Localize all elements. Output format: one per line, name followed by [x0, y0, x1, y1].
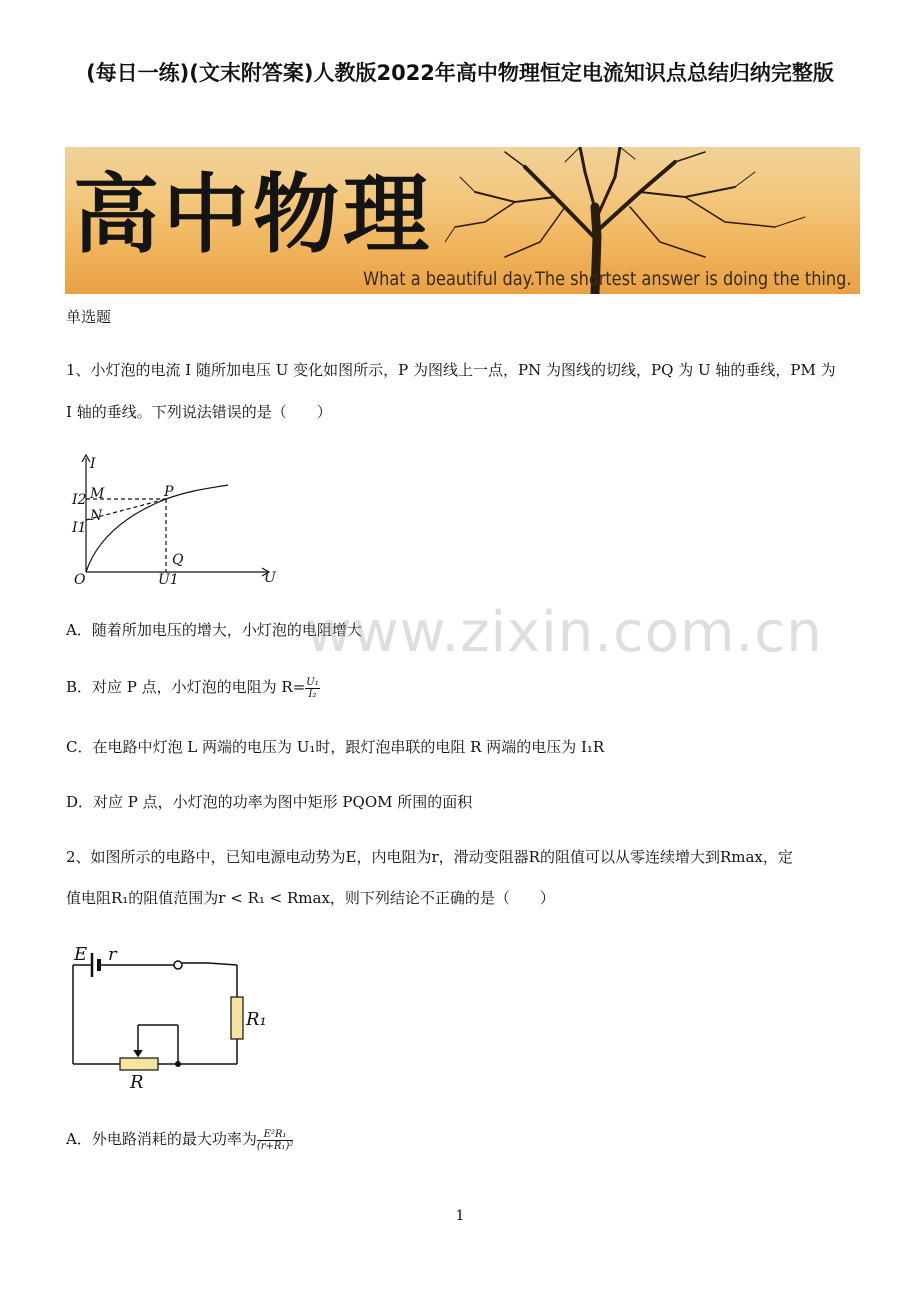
- circuit-diagram: [66, 940, 281, 1095]
- option-b-text: B．对应 P 点，小灯泡的电阻为 R=: [66, 678, 306, 696]
- label-internal-r: r: [108, 944, 117, 965]
- label-u-axis: U: [264, 570, 276, 586]
- document-title: (每日一练)(文末附答案)人教版2022年高中物理恒定电流知识点总结归纳完整版: [86, 61, 834, 85]
- question-1-option-a: A．随着所加电压的增大，小灯泡的电阻增大: [66, 621, 362, 639]
- label-u1: U1: [158, 572, 179, 588]
- label-rheostat: R: [130, 1072, 144, 1093]
- question-2-line-2: 值电阻R₁的阻值范围为r < R₁ < Rmax，则下列结论不正确的是（ ）: [66, 889, 555, 907]
- label-i-axis: I: [90, 456, 96, 472]
- option-a-text: A．外电路消耗的最大功率为: [66, 1130, 257, 1148]
- label-m: M: [90, 486, 105, 502]
- option-a-numerator: E²R₁: [257, 1129, 294, 1141]
- section-label: 单选题: [66, 308, 112, 326]
- banner-heading: 高中物理: [73, 164, 433, 265]
- question-1-option-c: C．在电路中灯泡 L 两端的电压为 U₁时，跟灯泡串联的电阻 R 两端的电压为 I₁R: [66, 738, 605, 756]
- label-q: Q: [172, 552, 184, 568]
- label-emf: E: [74, 944, 88, 965]
- label-i1: I1: [72, 520, 87, 536]
- banner-slogan: What a beautiful day.The shortest answer is doing the thing.: [363, 268, 852, 290]
- label-p: P: [164, 484, 174, 500]
- label-n: N: [90, 508, 103, 524]
- iu-graph: [66, 452, 281, 590]
- label-origin: O: [74, 572, 86, 588]
- label-i2: I2: [72, 492, 87, 508]
- option-b-numerator: U₁: [306, 676, 319, 688]
- option-b-fraction: [305, 677, 319, 700]
- question-1-option-b: [66, 676, 320, 700]
- page-number: 1: [455, 1208, 465, 1224]
- option-b-denominator: I₂: [308, 688, 317, 700]
- option-a-fraction: [257, 1129, 294, 1152]
- question-2-option-a: [66, 1128, 293, 1152]
- question-1-option-d: D．对应 P 点，小灯泡的功率为图中矩形 PQOM 所围的面积: [66, 793, 473, 811]
- label-r1: R₁: [246, 1009, 267, 1030]
- header-banner: [65, 147, 860, 294]
- watermark: www.zixin.com.cn: [306, 600, 823, 665]
- question-2-line-1: 2、如图所示的电路中，已知电源电动势为E，内电阻为r，滑动变阻器R的阻值可以从零连续增大到Rmax，定: [66, 848, 793, 866]
- question-1-line-1: 1、小灯泡的电流 I 随所加电压 U 变化如图所示，P 为图线上一点，PN 为图线的切线，PQ 为 U 轴的垂线，PM 为: [66, 361, 836, 379]
- option-a-denominator: (r+R₁)²: [256, 1140, 294, 1152]
- question-1-line-2: I 轴的垂线。下列说法错误的是（ ）: [66, 403, 332, 421]
